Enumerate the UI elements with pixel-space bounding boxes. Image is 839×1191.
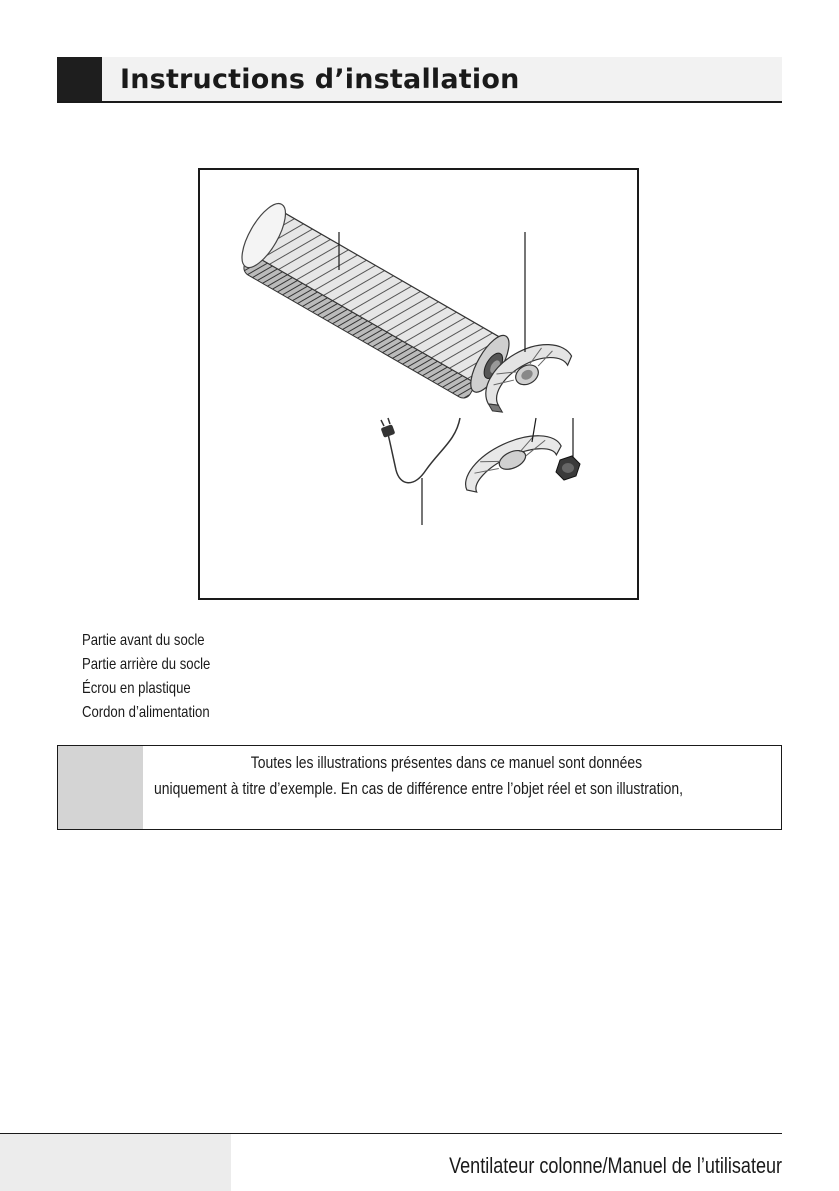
section-header <box>57 57 782 103</box>
footer-page-tab <box>0 1134 231 1191</box>
note-line-2: uniquement à titre d’exemple. En cas de différence entre l’objet réel et son illustration, <box>154 779 684 798</box>
plastic-nut-part <box>556 456 580 480</box>
note-text <box>154 750 761 802</box>
installation-figure <box>198 168 639 600</box>
note-side-panel <box>58 746 143 829</box>
page-title: Instructions d’installation <box>120 64 520 95</box>
power-plug-icon <box>381 418 396 438</box>
header-marker-block <box>57 57 102 101</box>
part-item-plastic-nut: Écrou en plastique <box>82 680 191 697</box>
part-item-front-base: Partie avant du socle <box>82 632 205 649</box>
part-item-rear-base: Partie arrière du socle <box>82 656 211 673</box>
note-line-1: Toutes les illustrations présentes dans ce manuel sont données <box>250 753 643 772</box>
base-front-part <box>456 422 564 495</box>
part-item-power-cord: Cordon d’alimentation <box>82 704 210 721</box>
parts-list <box>82 629 210 725</box>
tower-fan-exploded-icon <box>200 170 637 598</box>
fan-tower-body <box>231 197 518 408</box>
footer-title: Ventilateur colonne/Manuel de l’utilisateur <box>449 1153 782 1178</box>
power-cord <box>388 418 460 483</box>
note-box <box>57 745 782 830</box>
